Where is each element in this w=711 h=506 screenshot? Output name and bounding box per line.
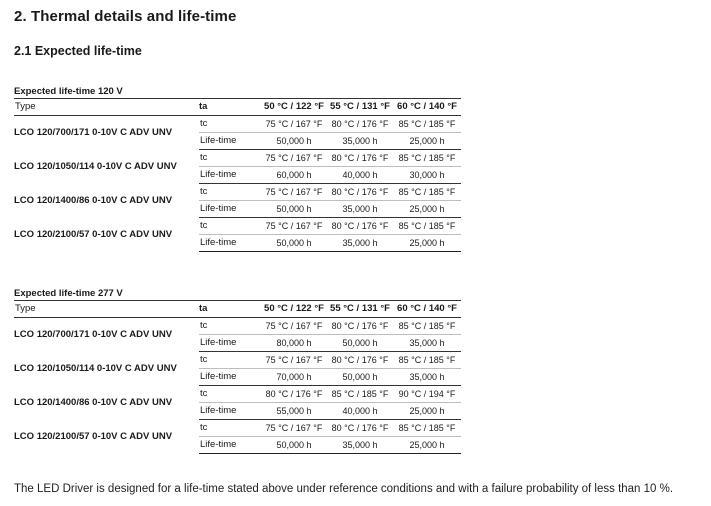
tc-value: 75 °C / 167 °F (261, 218, 327, 235)
life-value: 50,000 h (261, 235, 327, 252)
life-value: 35,000 h (393, 369, 461, 386)
tc-value: 80 °C / 176 °F (327, 352, 393, 369)
lifetime-table-120v-block (14, 85, 461, 252)
col-header: 60 °C / 140 °F (393, 99, 461, 116)
param-label: tc (199, 386, 261, 403)
table-row (14, 352, 461, 369)
tc-value: 75 °C / 167 °F (261, 150, 327, 167)
param-label: tc (199, 150, 261, 167)
tc-value: 80 °C / 176 °F (327, 218, 393, 235)
col-header: 50 °C / 122 °F (261, 99, 327, 116)
table-row (14, 116, 461, 133)
model-name: LCO 120/1400/86 0-10V C ADV UNV (14, 396, 173, 408)
life-value: 50,000 h (327, 335, 393, 352)
lifetime-table-277v (14, 300, 461, 454)
tc-value: 80 °C / 176 °F (327, 420, 393, 437)
model-name: LCO 120/700/171 0-10V C ADV UNV (14, 126, 173, 138)
life-value: 70,000 h (261, 369, 327, 386)
life-value: 25,000 h (393, 437, 461, 454)
life-value: 35,000 h (327, 437, 393, 454)
param-label: tc (199, 318, 261, 335)
life-value: 50,000 h (327, 369, 393, 386)
param-label: Life-time (199, 201, 261, 218)
param-label: Life-time (199, 437, 261, 454)
tc-value: 80 °C / 176 °F (327, 318, 393, 335)
type-header: Type (14, 99, 199, 116)
life-value: 25,000 h (393, 201, 461, 218)
col-header: 55 °C / 131 °F (327, 301, 393, 318)
tc-value: 85 °C / 185 °F (393, 116, 461, 133)
model-name: LCO 120/1050/114 0-10V C ADV UNV (14, 362, 177, 374)
life-value: 35,000 h (393, 335, 461, 352)
param-label: Life-time (199, 133, 261, 150)
life-value: 50,000 h (261, 437, 327, 454)
life-value: 40,000 h (327, 167, 393, 184)
life-value: 25,000 h (393, 235, 461, 252)
life-value: 25,000 h (393, 403, 461, 420)
model-name: LCO 120/700/171 0-10V C ADV UNV (14, 328, 173, 340)
type-header: Type (14, 301, 199, 318)
life-value: 35,000 h (327, 235, 393, 252)
life-value: 40,000 h (327, 403, 393, 420)
table-row (14, 318, 461, 335)
param-label: tc (199, 352, 261, 369)
table-header-row (14, 99, 461, 116)
life-value: 30,000 h (393, 167, 461, 184)
tc-value: 85 °C / 185 °F (393, 218, 461, 235)
col-header: 60 °C / 140 °F (393, 301, 461, 318)
param-label: Life-time (199, 167, 261, 184)
tc-value: 75 °C / 167 °F (261, 184, 327, 201)
param-label: tc (199, 420, 261, 437)
tc-value: 80 °C / 176 °F (261, 386, 327, 403)
model-name: LCO 120/1400/86 0-10V C ADV UNV (14, 194, 173, 206)
table-caption: Expected life-time 277 V (14, 288, 123, 299)
model-name: LCO 120/2100/57 0-10V C ADV UNV (14, 228, 173, 240)
tc-value: 80 °C / 176 °F (327, 150, 393, 167)
life-value: 60,000 h (261, 167, 327, 184)
tc-value: 85 °C / 185 °F (393, 184, 461, 201)
table-header-row (14, 301, 461, 318)
tc-value: 75 °C / 167 °F (261, 420, 327, 437)
life-value: 35,000 h (327, 201, 393, 218)
life-value: 55,000 h (261, 403, 327, 420)
param-label: tc (199, 218, 261, 235)
life-value: 80,000 h (261, 335, 327, 352)
table-row (14, 386, 461, 403)
param-label: Life-time (199, 369, 261, 386)
ta-header: ta (199, 301, 261, 318)
life-value: 35,000 h (327, 133, 393, 150)
tc-value: 80 °C / 176 °F (327, 184, 393, 201)
tc-value: 75 °C / 167 °F (261, 352, 327, 369)
table-row (14, 150, 461, 167)
model-name: LCO 120/2100/57 0-10V C ADV UNV (14, 430, 173, 442)
param-label: tc (199, 184, 261, 201)
ta-header: ta (199, 99, 261, 116)
tc-value: 90 °C / 194 °F (393, 386, 461, 403)
tc-value: 75 °C / 167 °F (261, 116, 327, 133)
footnote: The LED Driver is designed for a life-time stated above under reference conditions and with a failure probability of less than 10 %. (14, 483, 674, 495)
tc-value: 85 °C / 185 °F (393, 420, 461, 437)
life-value: 50,000 h (261, 133, 327, 150)
life-value: 25,000 h (393, 133, 461, 150)
model-name: LCO 120/1050/114 0-10V C ADV UNV (14, 160, 177, 172)
lifetime-table-120v (14, 98, 461, 252)
table-row (14, 184, 461, 201)
life-value: 50,000 h (261, 201, 327, 218)
subsection-title: 2.1 Expected life-time (14, 44, 142, 58)
col-header: 50 °C / 122 °F (261, 301, 327, 318)
param-label: tc (199, 116, 261, 133)
param-label: Life-time (199, 235, 261, 252)
tc-value: 85 °C / 185 °F (327, 386, 393, 403)
param-label: Life-time (199, 403, 261, 420)
tc-value: 75 °C / 167 °F (261, 318, 327, 335)
tc-value: 80 °C / 176 °F (327, 116, 393, 133)
lifetime-table-277v-block (14, 287, 461, 454)
tc-value: 85 °C / 185 °F (393, 352, 461, 369)
tc-value: 85 °C / 185 °F (393, 150, 461, 167)
tc-value: 85 °C / 185 °F (393, 318, 461, 335)
table-caption: Expected life-time 120 V (14, 86, 123, 97)
col-header: 55 °C / 131 °F (327, 99, 393, 116)
table-row (14, 420, 461, 437)
param-label: Life-time (199, 335, 261, 352)
section-title: 2. Thermal details and life-time (14, 8, 237, 25)
table-row (14, 218, 461, 235)
